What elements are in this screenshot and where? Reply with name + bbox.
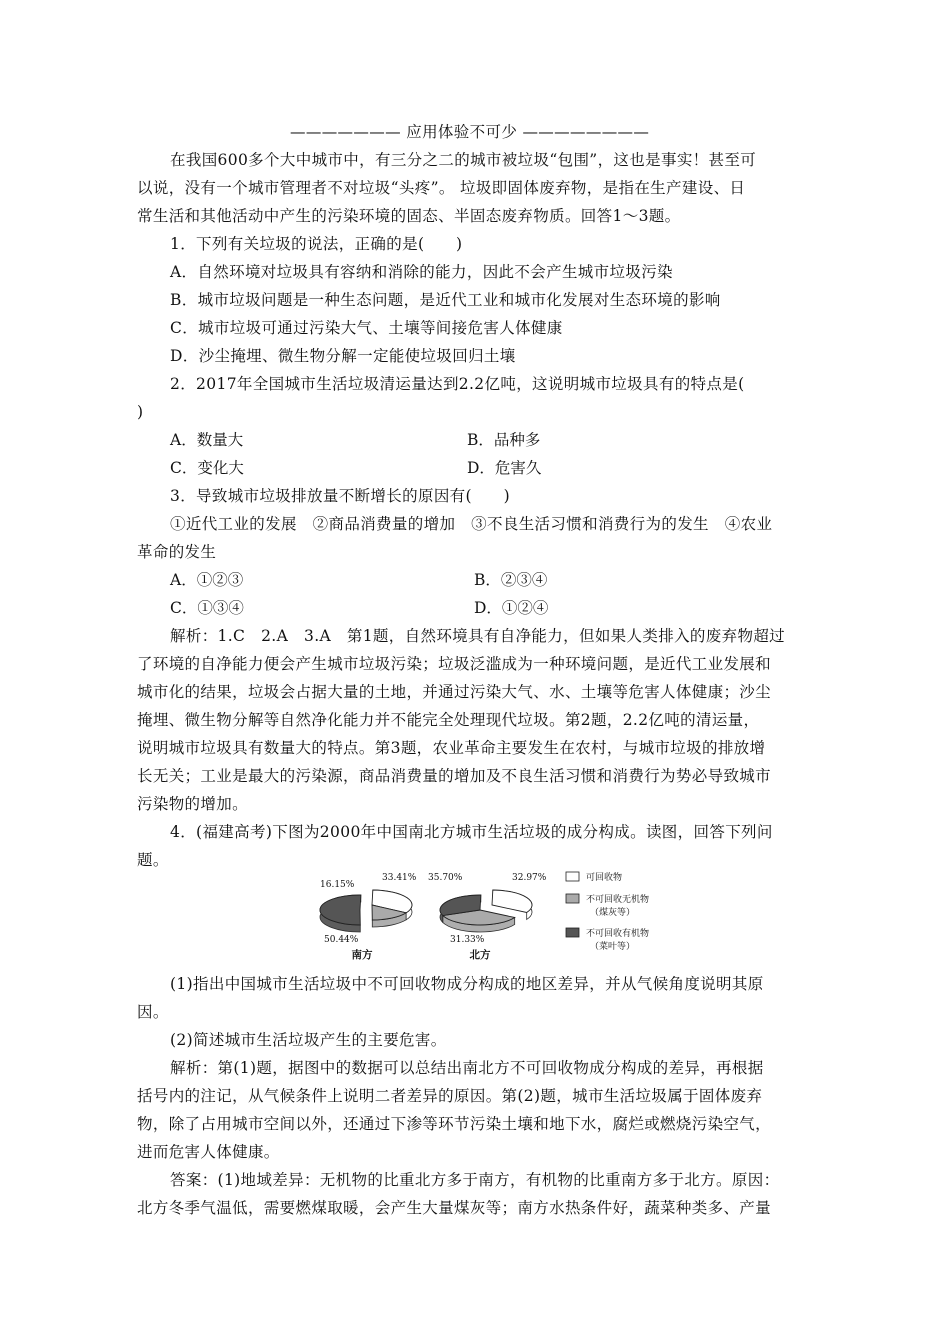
pie-value-label: 31.33% — [450, 935, 485, 945]
q3-option-c: C．①③④ — [170, 599, 244, 617]
q1-option-a: A．自然环境对垃圾具有容纳和消除的能力，因此不会产生城市垃圾污染 — [170, 263, 673, 281]
q4-sub2: (2)简述城市生活垃圾产生的主要危害。 — [170, 1031, 447, 1049]
q3-option-a: A．①②③ — [170, 571, 244, 589]
q2-option-d: D．危害久 — [467, 459, 542, 477]
q3-option-b: B．②③④ — [474, 571, 548, 589]
intro-line-2: 以说，没有一个城市管理者不对垃圾“头疼”。 垃圾即固体废弃物，是指在生产建设、日 — [137, 179, 746, 197]
pie-charts-svg — [312, 868, 682, 960]
q2-stem-line-1: 2．2017年全国城市生活垃圾清运量达到2.2亿吨，这说明城市垃圾具有的特点是( — [170, 375, 745, 393]
pie-chart-south — [320, 890, 412, 932]
legend-label: 可回收物 — [586, 873, 623, 883]
waste-composition-figure — [312, 868, 682, 960]
analysis1-line-5: 说明城市垃圾具有数量大的特点。第3题，农业革命主要发生在农村，与城市垃圾的排放增 — [137, 739, 766, 757]
legend-label: 不可回收有机物 — [586, 929, 650, 939]
q3-option-d: D．①②④ — [474, 599, 549, 617]
analysis1-line-2: 了环境的自净能力便会产生城市垃圾污染；垃圾泛滥成为一种环境问题，是近代工业发展和 — [137, 655, 772, 673]
pie-value-label: 33.41% — [382, 873, 417, 883]
q1-option-c: C．城市垃圾可通过污染大气、土壤等间接危害人体健康 — [170, 319, 563, 337]
pie-slice — [320, 895, 361, 932]
q2-option-b: B．品种多 — [467, 431, 541, 449]
analysis2-line-3: 物，除了占用城市空间以外，还通过下渗等环节污染土壤和地下水，腐烂或燃烧污染空气， — [137, 1115, 772, 1133]
pie-slice-top — [492, 890, 532, 912]
q4-stem-line-1: 4．(福建高考)下图为2000年中国南北方城市生活垃圾的成分构成。读图，回答下列问 — [170, 823, 773, 841]
pie-chart-north — [440, 890, 532, 932]
q1-option-b: B．城市垃圾问题是一种生态问题，是近代工业和城市化发展对生态环境的影响 — [170, 291, 721, 309]
q1-stem: 1．下列有关垃圾的说法，正确的是( ) — [170, 235, 463, 253]
q4-sub1-line-2: 因。 — [137, 1003, 169, 1021]
pie-value-label: 50.44% — [324, 935, 359, 945]
pie-value-label: 35.70% — [428, 873, 463, 883]
pie-title: 南方 — [351, 949, 373, 960]
q2-option-a: A．数量大 — [170, 431, 244, 449]
pie-value-label: 32.97% — [512, 873, 547, 883]
section-title: ——————— 应用体验不可少 ———————— — [290, 123, 650, 141]
q2-stem-line-2: ) — [137, 403, 144, 421]
analysis1-line-7: 污染物的增加。 — [137, 795, 248, 813]
pie-value-label: 16.15% — [320, 880, 355, 890]
q2-option-c: C．变化大 — [170, 459, 244, 477]
intro-line-1: 在我国600多个大中城市中，有三分之二的城市被垃圾“包围”，这也是事实！甚至可 — [170, 151, 757, 169]
legend-swatch — [566, 872, 579, 881]
legend-sublabel: （煤灰等） — [590, 908, 636, 918]
answer-line-2: 北方冬季气温低，需要燃煤取暖，会产生大量煤灰等；南方水热条件好，蔬菜种类多、产量 — [137, 1199, 772, 1217]
legend-swatch — [566, 928, 579, 937]
pie-title: 北方 — [469, 949, 491, 960]
analysis2-line-1: 解析：第(1)题，据图中的数据可以总结出南北方不可回收物成分构成的差异，再根据 — [170, 1059, 764, 1077]
legend-label: 不可回收无机物 — [586, 895, 650, 905]
analysis1-line-3: 城市化的结果，垃圾会占据大量的土地，并通过污染大气、水、土壤等危害人体健康；沙尘 — [137, 683, 772, 701]
legend-swatch — [566, 894, 579, 903]
q3-items-line-1: ①近代工业的发展 ②商品消费量的增加 ③不良生活习惯和消费行为的发生 ④农业 — [170, 515, 773, 533]
analysis2-line-2: 括号内的注记，从气候条件上说明二者差异的原因。第(2)题，城市生活垃圾属于固体废弃 — [137, 1087, 763, 1105]
analysis2-line-4: 进而危害人体健康。 — [137, 1143, 280, 1161]
legend-sublabel: （菜叶等） — [590, 942, 636, 952]
analysis1-line-6: 长无关；工业是最大的污染源，商品消费量的增加及不良生活习惯和消费行为势必导致城市 — [137, 767, 772, 785]
q1-option-d: D．沙尘掩埋、微生物分解一定能使垃圾回归土壤 — [170, 347, 516, 365]
q3-stem: 3．导致城市垃圾排放量不断增长的原因有( ) — [170, 487, 511, 505]
q3-items-line-2: 革命的发生 — [137, 543, 217, 561]
q4-stem-line-2: 题。 — [137, 851, 169, 869]
q4-sub1-line-1: (1)指出中国城市生活垃圾中不可回收物成分构成的地区差异，并从气候角度说明其原 — [170, 975, 764, 993]
analysis1-line-4: 掩埋、微生物分解等自然净化能力并不能完全处理现代垃圾。第2题，2.2亿吨的清运量， — [137, 711, 760, 729]
analysis1-line-1: 解析：1.C 2.A 3.A 第1题，自然环境具有自净能力，但如果人类排入的废弃物超过 — [170, 627, 786, 645]
answer-line-1: 答案：(1)地域差异：无机物的比重北方多于南方，有机物的比重南方多于北方。原因： — [170, 1171, 780, 1189]
intro-line-3: 常生活和其他活动中产生的污染环境的固态、半固态废弃物质。回答1～3题。 — [137, 207, 681, 225]
